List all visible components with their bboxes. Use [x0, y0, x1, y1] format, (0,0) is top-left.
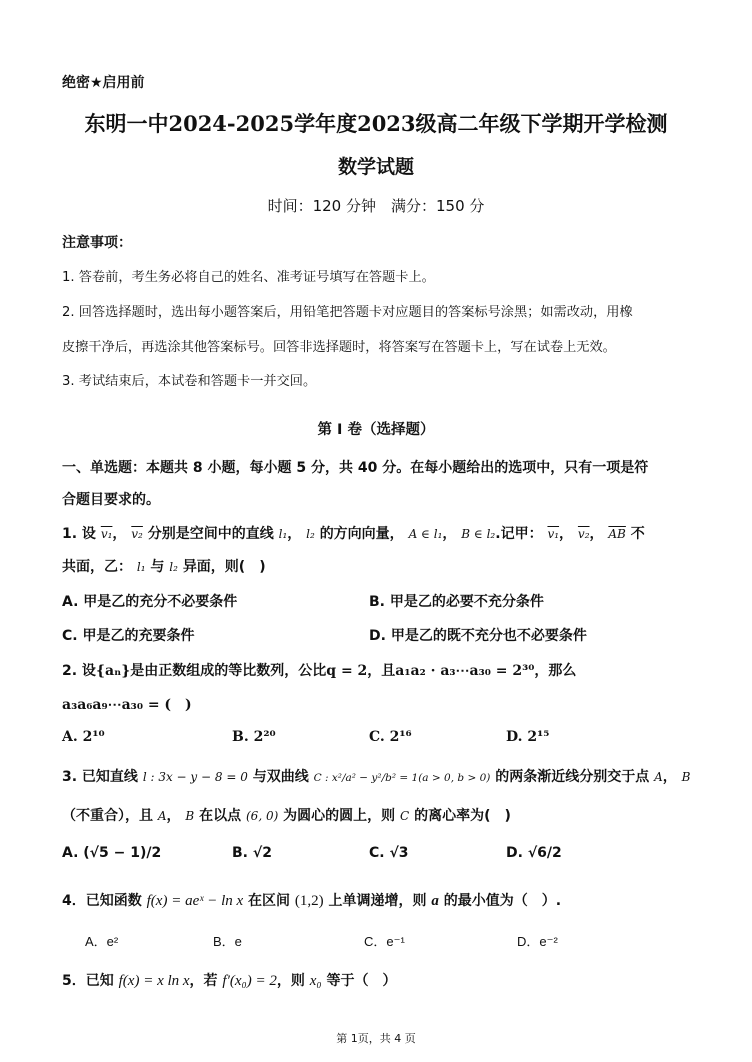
- q2-option-b: B. 2²⁰: [232, 729, 276, 745]
- q2-option-c: C. 2¹⁶: [369, 729, 412, 745]
- q4-text: 的最小值为（ ）.: [443, 893, 562, 909]
- q3-text: 与双曲线: [252, 769, 309, 785]
- point-a: A: [654, 770, 663, 784]
- q3-option-b: B. √2: [232, 845, 272, 861]
- separator: ，: [559, 526, 574, 542]
- confidential-label: 绝密★启用前: [62, 75, 145, 91]
- point-b: B: [185, 809, 195, 823]
- q3-text: 的离心率为( ): [414, 808, 511, 824]
- q4-text: 4．已知函数: [62, 893, 142, 909]
- q1-text: .记甲：: [495, 526, 543, 542]
- q1-text: 异面，则( ): [182, 559, 266, 575]
- vector-v2: v₂: [131, 527, 143, 541]
- q1-option-b: B. 甲是乙的必要不充分条件: [369, 594, 544, 610]
- vector-v1: v₁: [100, 527, 113, 541]
- variable-a: a: [431, 893, 439, 909]
- q3-text: 为圆心的圆上，则: [283, 808, 396, 824]
- point-a: A: [157, 809, 167, 823]
- point-b: B: [681, 770, 691, 784]
- exam-title: 东明一中2024-2025学年度2023级高二年级下学期开学检测: [84, 111, 668, 136]
- curve-c: C: [400, 809, 410, 823]
- q4-option-c: C．e⁻¹: [364, 934, 405, 949]
- line-l1: l₁: [136, 560, 146, 574]
- q3-option-a: A. (√5 − 1)/2: [62, 845, 162, 861]
- q2-text: ，那么: [534, 663, 577, 679]
- q3-text: 3. 已知直线: [62, 769, 138, 785]
- function-f: f(x) = aeˣ − ln x: [146, 893, 244, 909]
- line-l-equation: l : 3x − y − 8 = 0: [142, 770, 248, 784]
- q4-option-a: A．e²: [85, 934, 119, 949]
- question-3-line-1: [62, 766, 690, 786]
- q1-text: 不: [630, 526, 645, 542]
- q5-text: 5．已知: [62, 973, 114, 989]
- q4-option-d: D．e⁻²: [517, 934, 558, 949]
- page-footer: 第 1页，共 4 页: [336, 1032, 416, 1045]
- line-l1: l₁: [278, 527, 288, 541]
- ratio-q: q = 2: [326, 663, 368, 679]
- q5-text: 等于（ ）: [326, 973, 397, 989]
- q4-text: 上单调递增，则: [328, 893, 427, 909]
- q1-text: 共面，乙：: [62, 559, 132, 575]
- note-item: 3. 考试结束后，本试卷和答题卡一并交回。: [62, 374, 317, 389]
- exam-time-score: 时间：120 分钟 满分：150 分: [267, 197, 485, 215]
- separator: ，: [166, 808, 181, 824]
- section-instructions: 一、单选题：本题共 8 小题，每小题 5 分，共 40 分。在每小题给出的选项中，只有一项是符: [62, 460, 649, 476]
- product-expr: a₁a₂ · a₃⋯a₃₀ = 2³⁰: [395, 663, 535, 679]
- separator: ，: [287, 526, 302, 542]
- separator: ，: [442, 526, 457, 542]
- q2-option-a: A. 2¹⁰: [62, 729, 105, 745]
- q3-option-c: C. √3: [369, 845, 409, 861]
- separator: ，: [662, 769, 677, 785]
- question-2-line-2: a₃a₆a₉⋯a₃₀ = ( ): [62, 697, 192, 713]
- function-f: f(x) = x ln x: [118, 973, 190, 989]
- question-3-line-2: [62, 805, 511, 825]
- point-a-in-l1: A ∈ l₁: [408, 527, 443, 541]
- section-instructions-cont: 合题目要求的。: [62, 492, 160, 508]
- q4-text: 在区间: [248, 893, 291, 909]
- separator: ，: [112, 526, 127, 542]
- vector-v2: v₂: [577, 527, 590, 541]
- q5-text: ，若: [189, 973, 218, 989]
- question-1-line-2: [62, 556, 266, 576]
- question-2-line-1: [62, 660, 576, 680]
- q3-text: （不重合），且: [62, 808, 153, 824]
- question-4: [62, 890, 561, 910]
- q3-option-d: D. √6/2: [506, 845, 562, 861]
- q2-text: 2. 设: [62, 663, 96, 679]
- note-item: 2. 回答选择题时，选出每小题答案后，用铅笔把答题卡对应题目的答案标号涂黑；如需改动，用橡: [62, 305, 633, 320]
- sequence-an: {aₙ}: [95, 663, 131, 679]
- q4-option-b: B．e: [213, 934, 242, 949]
- q3-text: 在以点: [199, 808, 242, 824]
- q3-text: 的两条渐近线分别交于点: [495, 769, 650, 785]
- q1-text: 的方向向量，: [319, 526, 404, 542]
- separator: ，: [589, 526, 604, 542]
- notes-heading: 注意事项：: [62, 235, 132, 251]
- line-l2: l₂: [306, 527, 315, 541]
- q1-option-c: C. 甲是乙的充要条件: [62, 628, 195, 644]
- q2-text: ，且: [367, 663, 396, 679]
- part-one-title: 第 I 卷（选择题）: [317, 422, 435, 438]
- hyperbola-equation: C : x²/a² − y²/b² = 1(a > 0, b > 0): [313, 772, 491, 784]
- question-1-line-1: [62, 523, 645, 543]
- q1-text: 1. 设: [62, 526, 96, 542]
- line-l2: l₂: [169, 560, 178, 574]
- q2-text: 是由正数组成的等比数列，公比: [130, 663, 327, 679]
- q5-text: ，则: [276, 973, 305, 989]
- q1-text: 分别是空间中的直线: [147, 526, 274, 542]
- variable-x0: x₀: [309, 973, 322, 989]
- q2-option-d: D. 2¹⁵: [506, 729, 550, 745]
- interval: (1,2): [294, 893, 324, 909]
- circle-center: (6, 0): [246, 809, 279, 823]
- note-item: 1. 答卷前，考生务必将自己的姓名、准考证号填写在答题卡上。: [62, 270, 435, 285]
- derivative-condition: f′(x₀) = 2: [222, 973, 277, 989]
- point-b-in-l2: B ∈ l₂: [461, 527, 496, 541]
- q1-option-d: D. 甲是乙的既不充分也不必要条件: [369, 628, 587, 644]
- vector-v1: v₁: [547, 527, 560, 541]
- note-item: 皮擦干净后，再选涂其他答案标号。回答非选择题时，将答案写在答题卡上，写在试卷上无效。: [62, 340, 616, 355]
- q1-option-a: A. 甲是乙的充分不必要条件: [62, 594, 238, 610]
- q1-text: 与: [150, 559, 165, 575]
- question-5: [62, 970, 396, 990]
- exam-subtitle: 数学试题: [337, 156, 414, 178]
- vector-ab: $\overline{AB}$: [608, 527, 626, 541]
